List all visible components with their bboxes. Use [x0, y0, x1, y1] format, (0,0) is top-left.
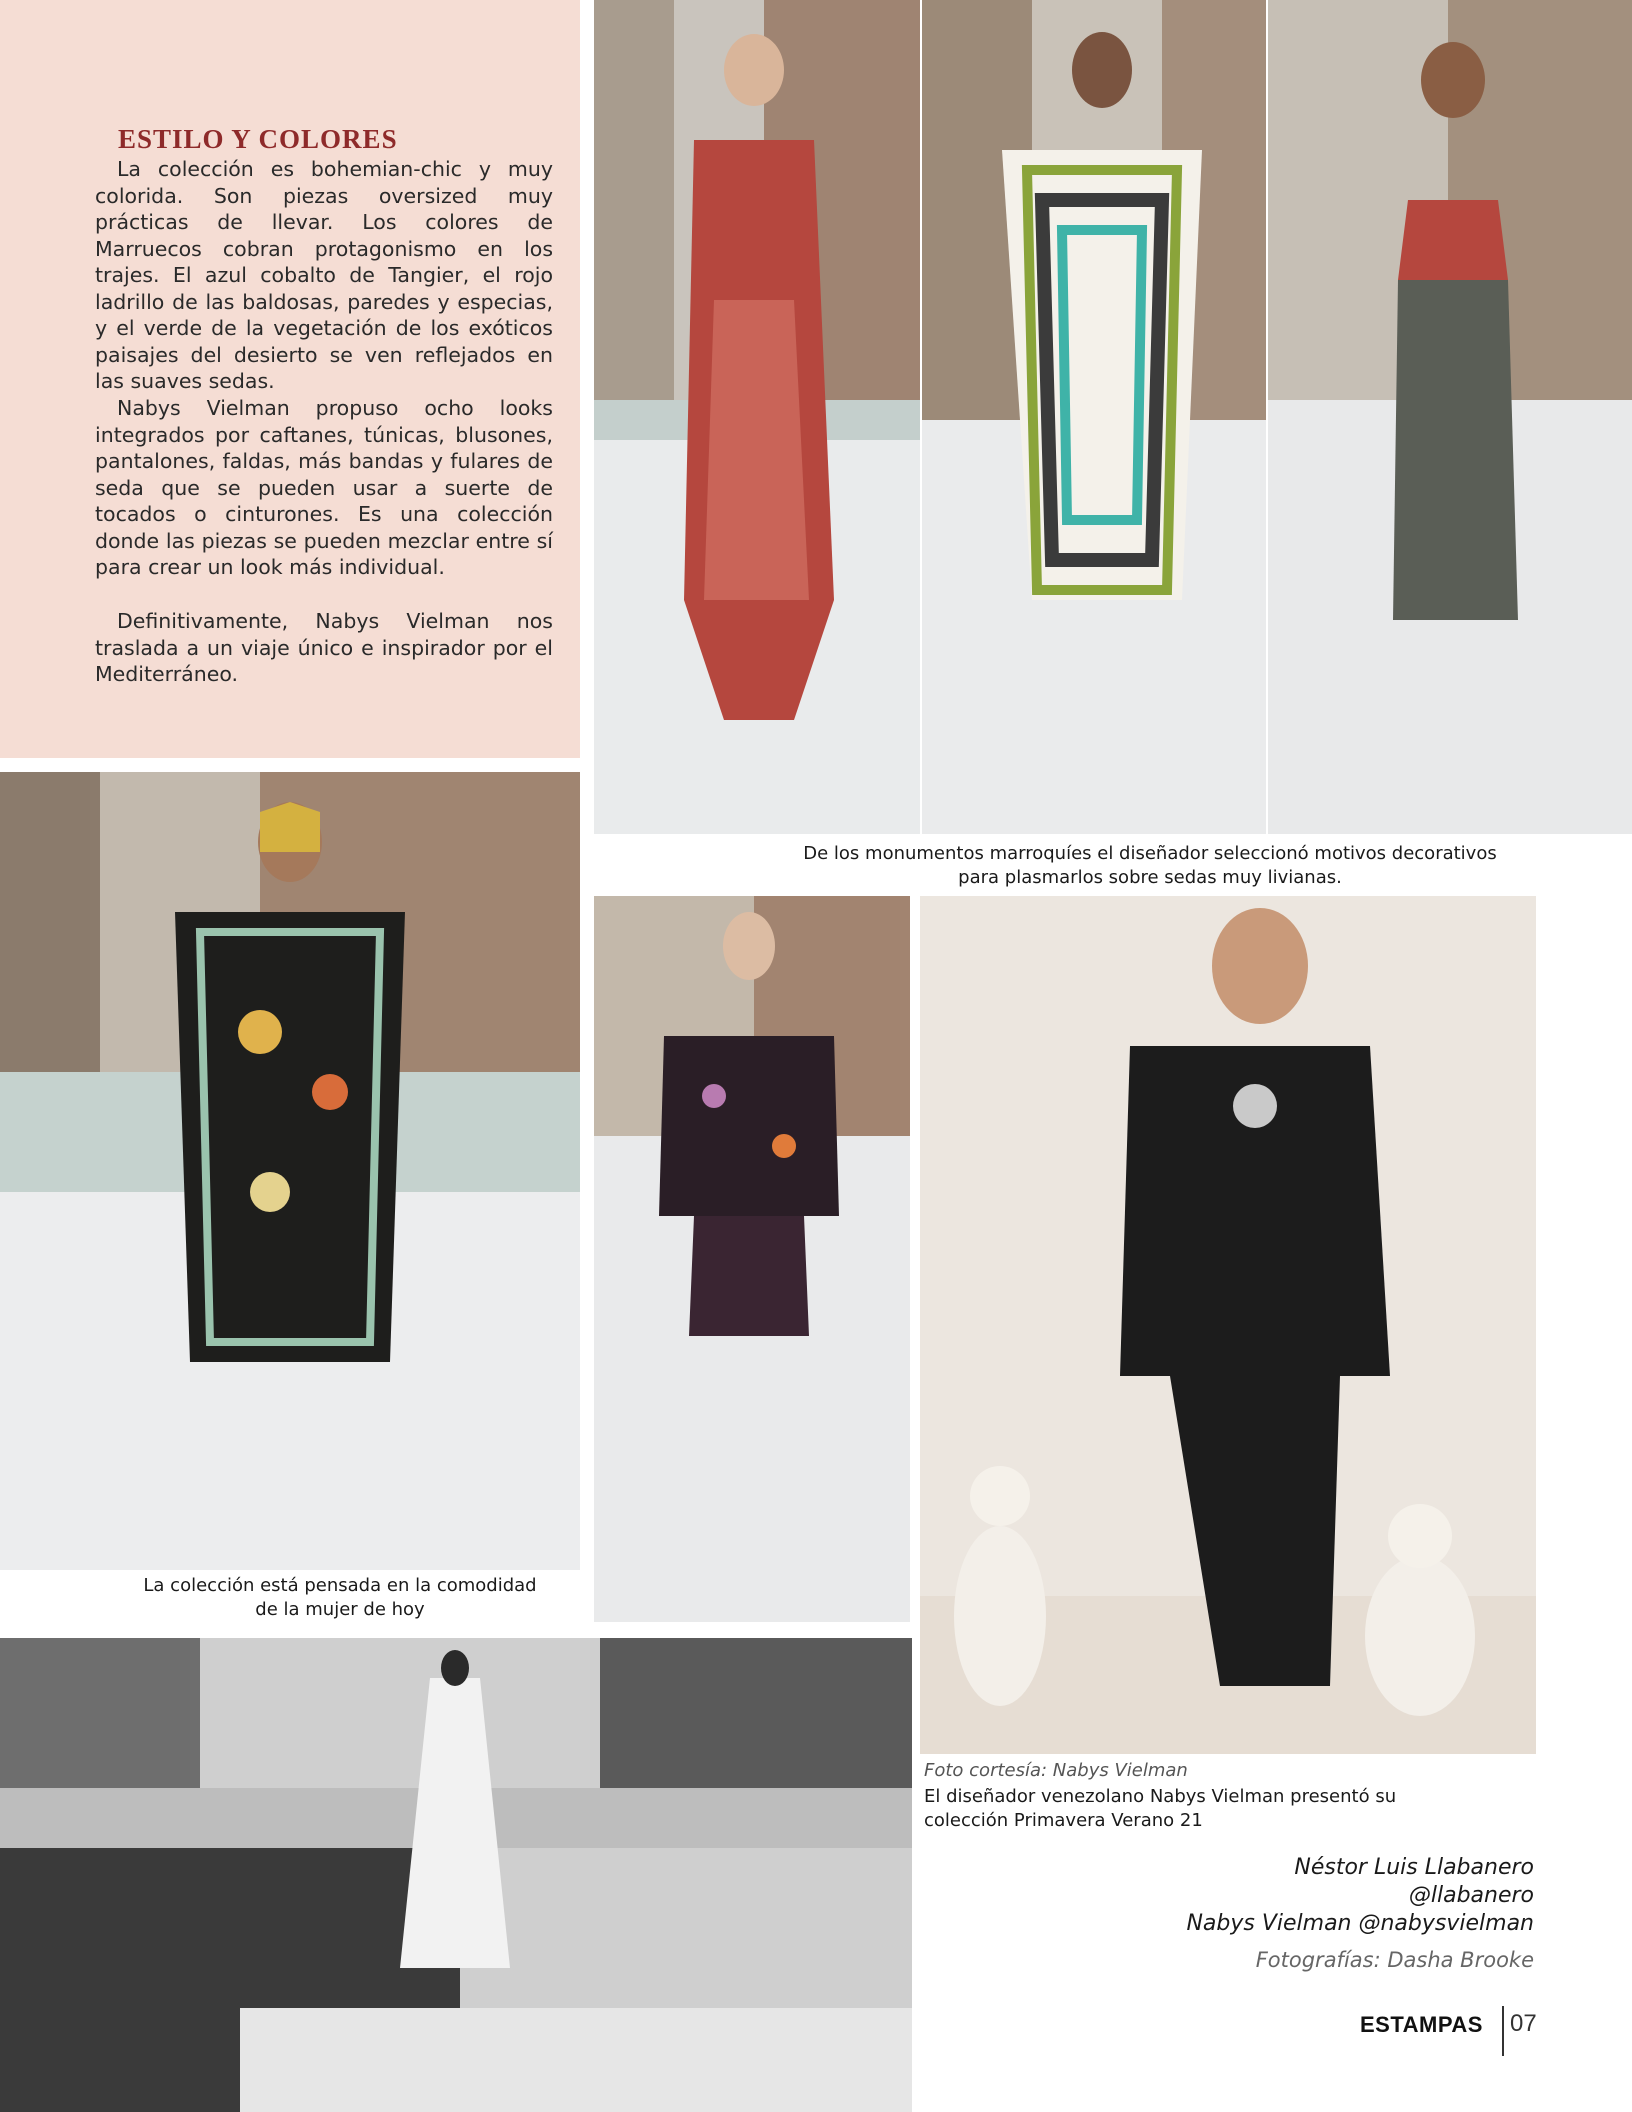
- runway-photo-scarf-dress: [922, 0, 1266, 834]
- article-text-panel: [0, 0, 580, 758]
- runway-photo-red-caftan: [594, 0, 920, 834]
- runway-photo-floral-caftan: [0, 772, 580, 1570]
- designer-caption: El diseñador venezolano Nabys Vielman presentó su colección Primavera Verano 21: [924, 1786, 1397, 1831]
- designer-credit: Nabys Vielman @nabysvielman: [1186, 1911, 1534, 1936]
- article-paragraph-1: La colección es bohemian-chic y muy colorida. Son piezas oversized muy prácticas de llevar. Los colores de Marruecos cobran protagonismo en los trajes. El azul cobalto de Tangier, el rojo ladrillo de las baldosas, paredes y especias, y el verde de la vegetación de los exóticos paisajes del desierto se ven reflejados en las suaves sedas.: [95, 157, 553, 393]
- article-paragraph-3: Definitivamente, Nabys Vielman nos traslada a un viaje único e inspirador por el Mediterráneo.: [95, 609, 553, 686]
- runway-photo-halter-dress: [1268, 0, 1632, 834]
- left-model-caption: La colección está pensada en la comodidad de la mujer de hoy: [143, 1575, 537, 1620]
- section-heading: ESTILO Y COLORES: [118, 124, 398, 154]
- article-paragraph-2: Nabys Vielman propuso ocho looks integrados por caftanes, túnicas, blusones, pantalones, faldas, más bandas y fulares de seda que se pueden usar a suerte de tocados o cinturones. Es una colección donde las piezas se pueden mezclar entre sí para crear un look más individual.: [95, 396, 553, 579]
- author-handle: @llabanero: [1408, 1883, 1534, 1908]
- footer-divider: [1502, 2006, 1504, 2056]
- author-name: Néstor Luis Llabanero: [1294, 1855, 1534, 1880]
- page-number: 07: [1510, 2010, 1537, 2037]
- photographer-credit: Fotografías: Dasha Brooke: [1255, 1948, 1534, 1972]
- runway-photo-bw-press: [0, 1638, 912, 2112]
- top-row-caption: De los monumentos marroquíes el diseñador seleccionó motivos decorativos para plasmarlos sobre sedas muy livianas.: [803, 843, 1497, 888]
- designer-portrait-photo: [920, 896, 1536, 1754]
- runway-photo-floral-jacket: [594, 896, 910, 1622]
- publication-name: ESTAMPAS: [1360, 2012, 1483, 2037]
- photo-credit: Foto cortesía: Nabys Vielman: [924, 1760, 1188, 1781]
